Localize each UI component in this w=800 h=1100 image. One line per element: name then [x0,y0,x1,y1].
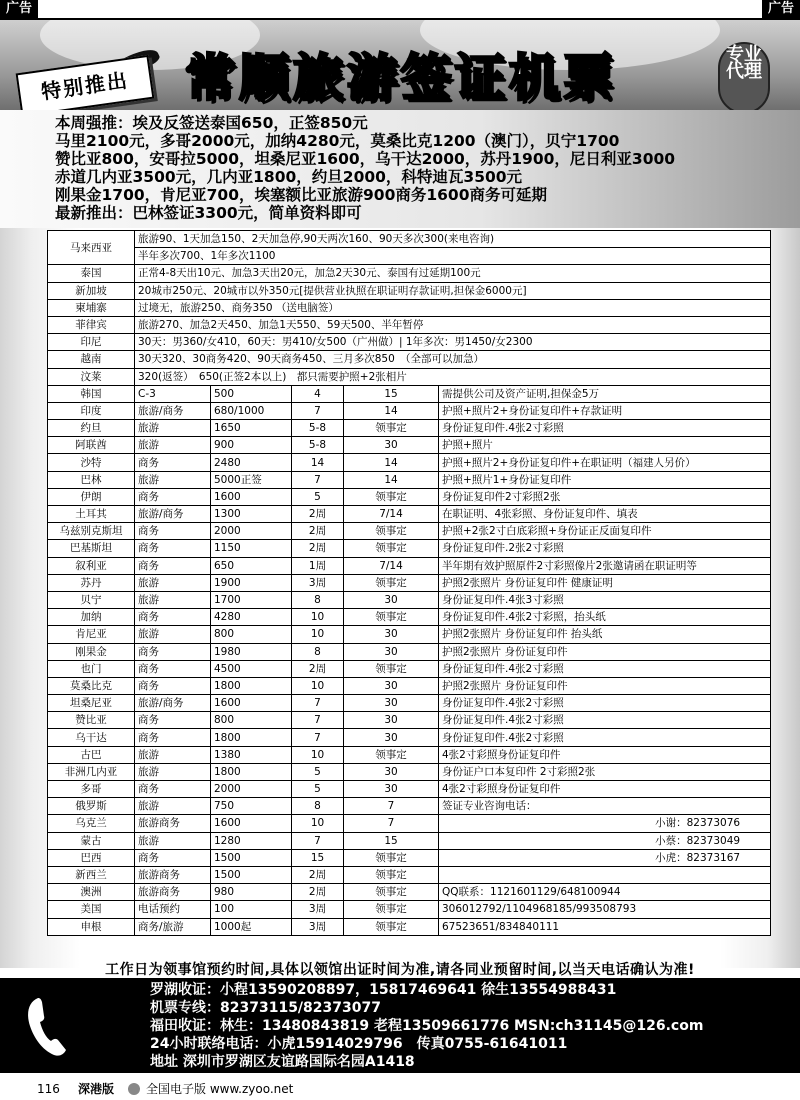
table-cell: 2周 [292,660,344,677]
logo-icon [128,1083,140,1095]
table-cell: 旅游 [135,832,211,849]
table-cell: 800 [211,626,292,643]
table-cell: 7 [292,471,344,488]
table-row [48,591,771,608]
table-cell: 67523651/834840111 [439,918,771,935]
table-row [48,420,771,437]
table-cell: 领事定 [344,884,439,901]
table-cell: 5 [292,488,344,505]
table-cell: 巴西 [48,849,135,866]
table-cell: 900 [211,437,292,454]
table-cell: 7 [292,695,344,712]
table-cell: 1650 [211,420,292,437]
page-number: 116 [37,1082,60,1096]
table-row [48,231,771,248]
table-cell: 乌兹别克斯坦 [48,523,135,540]
table-cell: 领事定 [344,523,439,540]
table-cell: 身份证复印件.4张3寸彩照 [439,591,771,608]
badge-text: 特别推出 [39,67,131,105]
table-cell: 3周 [292,901,344,918]
table-cell: 护照+照片1+身份证复印件 [439,471,771,488]
table-cell: 领事定 [344,901,439,918]
table-cell: 澳洲 [48,884,135,901]
table-cell: 1380 [211,746,292,763]
table-cell: 680/1000 [211,402,292,419]
table-cell: 商务 [135,729,211,746]
table-row [48,299,771,316]
table-cell: 8 [292,591,344,608]
table-cell: 商务 [135,454,211,471]
table-row [48,781,771,798]
table-cell: 身份证复印件.4张2寸彩照 [439,420,771,437]
table-cell: 商务 [135,523,211,540]
table-cell: 多哥 [48,781,135,798]
table-cell: 半年多次700、1年多次1100 [135,248,771,265]
promo-line: 赤道几内亚3500元，几内亚1800，约旦2000，科特迪瓦3500元 [55,168,523,186]
table-cell: 领事定 [344,609,439,626]
table-cell: 马来西亚 [48,231,135,265]
table-row [48,316,771,333]
table-cell: 30 [344,626,439,643]
table-cell: 商务 [135,643,211,660]
table-cell: 乌干达 [48,729,135,746]
table-cell: 1600 [211,488,292,505]
table-cell: 8 [292,798,344,815]
table-cell: 商务 [135,781,211,798]
promo-line: 马里2100元，多哥2000元，加纳4280元，莫桑比克1200（澳门），贝宁1700 [55,132,620,150]
table-cell: 5-8 [292,437,344,454]
table-cell: 20城市250元、20城市以外350元[提供营业执照在职证明存款证明,担保金6000元] [135,282,771,299]
table-cell: 护照+照片2+身份证复印件+存款证明 [439,402,771,419]
table-cell: 身份证户口本复印件 2寸彩照2张 [439,763,771,780]
table-row [48,402,771,419]
agency-title: 常顺旅游签证机票 [185,49,617,107]
table-cell: 莫桑比克 [48,677,135,694]
table-cell: 正常4-8天出10元、加急3天出20元，加急2天30元、泰国有过延期100元 [135,265,771,282]
table-cell: 1900 [211,574,292,591]
table-cell: 7 [292,832,344,849]
table-cell: 7 [292,729,344,746]
table-cell: 7 [292,402,344,419]
table-cell: 30 [344,677,439,694]
table-row [48,918,771,935]
table-row [48,523,771,540]
table-cell: 14 [292,454,344,471]
table-row [48,351,771,368]
table-cell: 旅游 [135,746,211,763]
table-row [48,712,771,729]
table-cell: 5 [292,781,344,798]
table-cell: 领事定 [344,849,439,866]
table-row [48,574,771,591]
table-cell: 旅游 [135,420,211,437]
table-cell: 旅游/商务 [135,695,211,712]
table-cell: 身份证复印件2寸彩照2张 [439,488,771,505]
table-cell: 15 [344,832,439,849]
table-cell: 旅游 [135,437,211,454]
table-cell: 泰国 [48,265,135,282]
table-cell: 旅游商务 [135,884,211,901]
ad-label-right: 广告 [762,0,800,18]
table-cell: 650 [211,557,292,574]
table-cell: 巴林 [48,471,135,488]
table-cell: 护照2张照片 身份证复印件 [439,677,771,694]
table-cell: 30 [344,763,439,780]
table-cell: 1800 [211,763,292,780]
table-cell: 商务 [135,609,211,626]
table-row [48,763,771,780]
notice-text: 工作日为领事馆预约时间,具体以领馆出证时间为准,请各同业预留时间,以当天电话确认为准! [105,962,695,978]
table-cell: 汶莱 [48,368,135,385]
table-cell: 蒙古 [48,832,135,849]
table-cell: 30 [344,712,439,729]
table-cell: 旅游 [135,574,211,591]
table-cell: 10 [292,815,344,832]
table-row [48,540,771,557]
table-cell: 商务 [135,660,211,677]
table-cell: 约旦 [48,420,135,437]
table-cell: 30 [344,781,439,798]
table-cell: 俄罗斯 [48,798,135,815]
phone-icon [24,994,74,1059]
table-row [48,660,771,677]
table-row [48,488,771,505]
contact-line: 24小时联络电话：小虎15914029796 传真0755-61641011 [150,1036,568,1052]
table-cell: 苏丹 [48,574,135,591]
table-cell: 护照+照片 [439,437,771,454]
table-cell: 4 [292,385,344,402]
table-cell: 1500 [211,849,292,866]
table-cell: 2480 [211,454,292,471]
table-cell: 7 [344,798,439,815]
table-row [48,729,771,746]
table-cell: 肯尼亚 [48,626,135,643]
contact-panel [0,978,800,1073]
table-cell: 30 [344,643,439,660]
table-cell: 菲律宾 [48,316,135,333]
table-row [48,609,771,626]
table-cell: 30天320、30商务420、90天商务450、三月多次850 （全部可以加急） [135,351,771,368]
table-cell: 古巴 [48,746,135,763]
table-cell: 巴基斯坦 [48,540,135,557]
table-cell: 旅游商务 [135,815,211,832]
table-cell: 7 [344,815,439,832]
table-cell: 护照2张照片 身份证复印件 健康证明 [439,574,771,591]
table-row [48,454,771,471]
table-cell: 身份证复印件.4张2寸彩照 [439,695,771,712]
table-cell: 商务 [135,540,211,557]
promo-line: 赞比亚800，安哥拉5000，坦桑尼亚1600，乌干达2000，苏丹1900，尼日利亚3000 [55,150,676,168]
table-cell: 商务 [135,488,211,505]
table-row [48,248,771,265]
table-row [48,385,771,402]
table-cell: 4280 [211,609,292,626]
table-cell: 印度 [48,402,135,419]
table-cell: 领事定 [344,866,439,883]
table-cell: 领事定 [344,488,439,505]
table-row [48,265,771,282]
table-cell: 印尼 [48,334,135,351]
table-cell: 30 [344,729,439,746]
table-row [48,557,771,574]
ad-label-left: 广告 [0,0,38,18]
table-cell: 刚果金 [48,643,135,660]
table-cell: 领事定 [344,918,439,935]
table-cell: 需提供公司及资产证明,担保金5万 [439,385,771,402]
table-cell: 坦桑尼亚 [48,695,135,712]
table-cell: 护照+2张2寸白底彩照+身份证正反面复印件 [439,523,771,540]
table-cell: 2周 [292,506,344,523]
visa-price-table [47,230,771,936]
table-cell: 15 [344,385,439,402]
table-cell: QQ联系：1121601129/648100944 [439,884,771,901]
table-cell: 800 [211,712,292,729]
table-cell: 商务 [135,557,211,574]
table-row [48,815,771,832]
table-cell: 旅游/商务 [135,506,211,523]
table-cell: 1700 [211,591,292,608]
table-cell: 领事定 [344,420,439,437]
table-cell: 1500 [211,866,292,883]
table-cell: 7/14 [344,506,439,523]
table-cell: 新西兰 [48,866,135,883]
table-cell: 伊朗 [48,488,135,505]
table-cell: 赞比亚 [48,712,135,729]
table-cell: 护照2张照片 身份证复印件 [439,643,771,660]
table-cell: 小谢：82373076 [439,815,771,832]
table-cell: 30 [344,695,439,712]
table-cell: 2周 [292,523,344,540]
edition-label: 深港版 [78,1082,115,1096]
table-row [48,643,771,660]
table-row [48,282,771,299]
promo-line: 本周强推：埃及反签送泰国650，正签850元 [55,114,368,132]
table-cell: 旅游 [135,591,211,608]
table-cell: 身份证复印件.2张2寸彩照 [439,540,771,557]
table-cell: 7/14 [344,557,439,574]
table-cell: 电话预约 [135,901,211,918]
table-row [48,884,771,901]
table-cell: C-3 [135,385,211,402]
table-cell: 14 [344,402,439,419]
table-cell: 1800 [211,677,292,694]
table-cell: 980 [211,884,292,901]
table-cell: 申根 [48,918,135,935]
table-cell: 非洲几内亚 [48,763,135,780]
table-cell: 4张2寸彩照身份证复印件 [439,746,771,763]
page-footer [0,1078,800,1100]
contact-line: 罗湖收证：小程13590208897，15817469641 徐生13554988431 [150,982,617,998]
table-row [48,368,771,385]
table-cell: 1000起 [211,918,292,935]
table-cell: 身份证复印件.4张2寸彩照 [439,712,771,729]
table-cell: 10 [292,626,344,643]
table-row [48,506,771,523]
table-cell: 沙特 [48,454,135,471]
table-cell: 4张2寸彩照身份证复印件 [439,781,771,798]
promo-section [0,110,800,228]
table-cell: 30 [344,591,439,608]
table-row [48,437,771,454]
table-row [48,866,771,883]
table-cell: 乌克兰 [48,815,135,832]
table-cell: 商务 [135,712,211,729]
table-cell: 越南 [48,351,135,368]
table-cell: 小蔡：82373049 [439,832,771,849]
table-cell: 500 [211,385,292,402]
table-cell: 1280 [211,832,292,849]
table-row [48,334,771,351]
table-cell: 10 [292,609,344,626]
table-cell: 叙利亚 [48,557,135,574]
table-cell: 新加坡 [48,282,135,299]
table-cell: 320(返签） 650(正签2本以上) 都只需要护照+2张相片 [135,368,771,385]
table-cell: 美国 [48,901,135,918]
table-cell: 15 [292,849,344,866]
table-cell: 10 [292,677,344,694]
contact-line: 福田收证：林生：13480843819 老程13509661776 MSN:ch31145@126.com [150,1018,704,1034]
table-cell: 贝宁 [48,591,135,608]
table-cell: 小虎：82373167 [439,849,771,866]
table-cell: 1300 [211,506,292,523]
table-row [48,471,771,488]
table-cell: 750 [211,798,292,815]
table-cell: 2周 [292,884,344,901]
table-cell: 身份证复印件.4张2寸彩照，抬头纸 [439,609,771,626]
table-cell: 2000 [211,523,292,540]
table-cell: 身份证复印件.4张2寸彩照 [439,729,771,746]
table-cell: 1800 [211,729,292,746]
table-cell: 30 [344,437,439,454]
table-row [48,901,771,918]
table-cell: 30天：男360/女410，60天：男410/女500（广州做）| 1年多次：男1450/女2300 [135,334,771,351]
table-cell: 旅游 [135,798,211,815]
table-cell: 身份证复印件.4张2寸彩照 [439,660,771,677]
table-row [48,798,771,815]
table-cell: 签证专业咨询电话： [439,798,771,815]
table-row [48,746,771,763]
table-cell: 也门 [48,660,135,677]
table-cell: 7 [292,712,344,729]
table-cell: 14 [344,471,439,488]
table-cell: 2周 [292,866,344,883]
table-cell: 4500 [211,660,292,677]
table-cell: 8 [292,643,344,660]
table-cell: 商务/旅游 [135,918,211,935]
header-banner [0,20,800,110]
table-cell: 1600 [211,695,292,712]
promo-line: 最新推出：巴林签证3300元，简单资料即可 [55,204,362,222]
table-cell: 加纳 [48,609,135,626]
table-cell: 旅游 [135,626,211,643]
table-cell: 过境无，旅游250、商务350 （送电脑签） [135,299,771,316]
table-cell: 旅游 [135,763,211,780]
table-cell: 1周 [292,557,344,574]
table-cell: 旅游90、1天加急150、2天加急停,90天两次160、90天多次300(来电咨询) [135,231,771,248]
table-cell: 韩国 [48,385,135,402]
table-cell: 旅游/商务 [135,402,211,419]
table-cell: 旅游商务 [135,866,211,883]
table-cell [439,866,771,883]
table-cell: 在职证明、4张彩照、身份证复印件、填表 [439,506,771,523]
table-cell: 领事定 [344,574,439,591]
contact-line: 机票专线：82373115/82373077 [150,1000,381,1016]
table-cell: 旅游270、加急2天450、加急1天550、59天500、半年暂停 [135,316,771,333]
table-cell: 1600 [211,815,292,832]
table-row [48,626,771,643]
table-cell: 旅游 [135,471,211,488]
website-link[interactable]: 全国电子版 www.zyoo.net [146,1082,294,1096]
table-cell: 14 [344,454,439,471]
table-cell: 3周 [292,574,344,591]
table-cell: 阿联酋 [48,437,135,454]
table-cell: 5-8 [292,420,344,437]
table-cell: 2周 [292,540,344,557]
table-cell: 3周 [292,918,344,935]
table-cell: 土耳其 [48,506,135,523]
table-cell: 护照2张照片 身份证复印件 抬头纸 [439,626,771,643]
table-cell: 领事定 [344,746,439,763]
table-cell: 领事定 [344,540,439,557]
table-row [48,677,771,694]
table-cell: 护照+照片2+身份证复印件+在职证明（福建人另价） [439,454,771,471]
table-row [48,695,771,712]
contact-line: 地址 深圳市罗湖区友谊路国际名园A1418 [150,1054,415,1070]
table-cell: 10 [292,746,344,763]
table-row [48,832,771,849]
table-cell: 306012792/1104968185/993508793 [439,901,771,918]
table-cell: 5000正签 [211,471,292,488]
table-cell: 半年期有效护照原件2寸彩照像片2张邀请函在职证明等 [439,557,771,574]
table-cell: 1980 [211,643,292,660]
table-cell: 100 [211,901,292,918]
table-row [48,849,771,866]
professional-agent-seal: 专业代理 [718,42,770,110]
table-cell: 5 [292,763,344,780]
promo-line: 刚果金1700，肯尼亚700，埃塞额比亚旅游900商务1600商务可延期 [55,186,547,204]
table-cell: 商务 [135,677,211,694]
special-offer-badge [16,55,155,110]
table-cell: 柬埔寨 [48,299,135,316]
table-cell: 领事定 [344,660,439,677]
table-cell: 商务 [135,849,211,866]
table-cell: 2000 [211,781,292,798]
table-cell: 1150 [211,540,292,557]
